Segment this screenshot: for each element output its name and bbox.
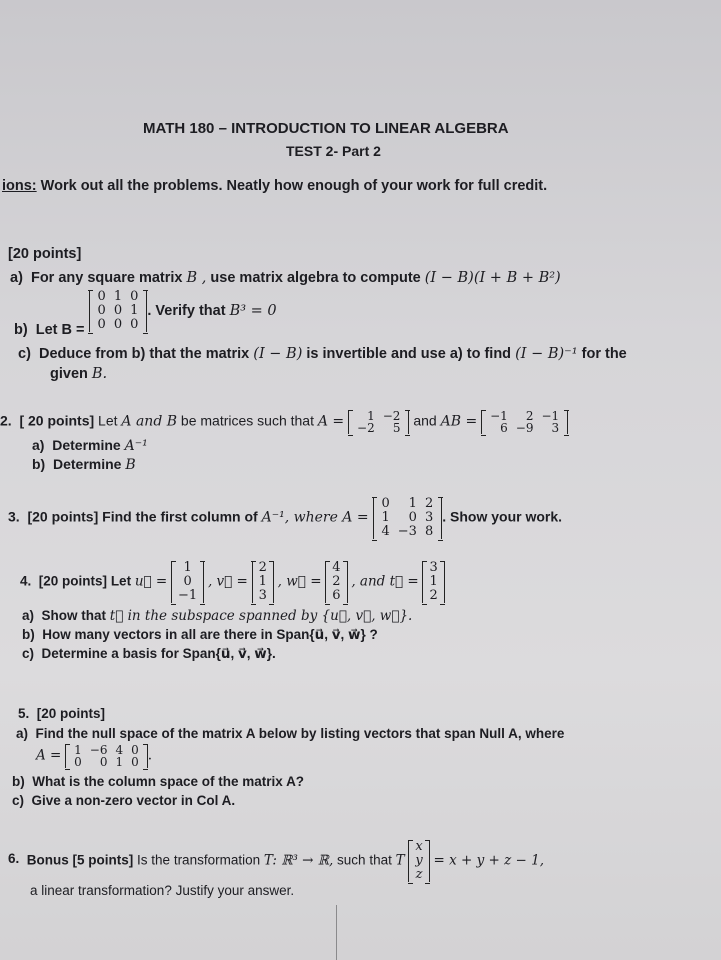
p1c-label: c) xyxy=(18,346,31,362)
matrix-row xyxy=(330,575,342,589)
matrix-row xyxy=(176,561,199,575)
instructions xyxy=(2,178,547,194)
p6-text: Is the transformation xyxy=(137,852,261,868)
p2b-expr: B xyxy=(125,457,136,473)
p5-A-eq: A = xyxy=(36,747,62,764)
matrix-entry: 8 xyxy=(424,524,434,539)
matrix-entry: 0 xyxy=(97,303,106,318)
matrix-row xyxy=(257,561,269,575)
p1b-expr: B³ = 0 xyxy=(229,302,277,319)
matrix-row xyxy=(70,756,143,768)
matrix-entry: 1 xyxy=(258,574,267,589)
p1a-text: For any square matrix xyxy=(30,270,183,286)
matrix-entry: z xyxy=(415,867,423,882)
matrix-entry: −2 xyxy=(382,409,401,423)
matrix-row xyxy=(94,290,143,304)
p2a-text: Determine xyxy=(52,437,121,453)
p2a-label: a) xyxy=(32,437,45,453)
matrix-entry: 2 xyxy=(525,409,534,423)
p1c-given: given xyxy=(50,366,88,382)
matrix-entry: 0 xyxy=(97,289,106,304)
p6-text2: such that xyxy=(337,852,392,868)
matrix-entry: −1 xyxy=(490,409,508,423)
p4b-text: How many vectors in all are there in Span{u⃗, v⃗, w⃗} ? xyxy=(42,627,378,642)
matrix-row xyxy=(413,854,424,868)
p5c-text: Give a non-zero vector in Col A. xyxy=(31,793,236,808)
p1b-text2: . Verify that xyxy=(147,302,226,319)
matrix-entry: 0 xyxy=(113,303,123,318)
p2-AB-eq: AB = xyxy=(440,413,478,430)
p5b-label: b) xyxy=(12,774,25,789)
p2-num: 2. xyxy=(0,412,12,429)
p4-t-eq: , and t⃗ = xyxy=(351,573,419,590)
matrix-row xyxy=(257,589,269,603)
matrix-row xyxy=(176,575,199,589)
matrix-row xyxy=(378,497,438,511)
p1a-B: B , xyxy=(186,270,207,286)
matrix-entry: 2 xyxy=(424,496,434,511)
p6-line2: a linear transformation? Justify your answer. xyxy=(30,883,295,898)
matrix-row xyxy=(94,318,143,332)
matrix-entry: 1 xyxy=(381,510,390,525)
matrix-entry: 2 xyxy=(332,574,341,589)
p2b-text: Determine xyxy=(53,456,122,472)
p4a-text: Show that xyxy=(41,608,107,623)
matrix-row xyxy=(330,589,342,603)
matrix-entry: −6 xyxy=(89,743,108,757)
p5-matrix xyxy=(65,744,148,768)
p5-matrix-row xyxy=(36,744,152,768)
matrix-entry: 1 xyxy=(367,409,375,423)
p4b xyxy=(22,627,378,643)
p2b xyxy=(32,456,136,473)
matrix-entry: 3 xyxy=(551,421,560,435)
p4-num: 4. xyxy=(20,573,32,589)
p1c-expr2: (I − B)⁻¹ xyxy=(515,346,578,362)
matrix-entry: x xyxy=(415,839,423,854)
matrix-entry: −2 xyxy=(357,421,375,435)
p6-num: 6. xyxy=(8,850,20,866)
matrix-entry: 0 xyxy=(97,317,106,332)
matrix-entry: 1 xyxy=(74,743,82,757)
matrix-entry: 4 xyxy=(381,524,390,539)
matrix-row xyxy=(378,511,438,525)
p4-t-vector xyxy=(422,561,444,603)
p1a-text2: use matrix algebra to compute xyxy=(210,270,421,286)
p4a-expr: t⃗ in the subspace spanned by {u⃗, v⃗, w⃗}. xyxy=(109,608,413,624)
p4b-label: b) xyxy=(22,627,35,642)
p1c xyxy=(18,346,627,362)
p5-points: [20 points] xyxy=(36,706,106,721)
matrix-entry: 0 xyxy=(113,317,123,332)
p6-expr: T: ℝ³ → ℝ, xyxy=(263,852,334,869)
matrix-entry: −3 xyxy=(397,524,417,539)
p2-AB-matrix xyxy=(481,410,568,434)
matrix-entry: 1 xyxy=(130,303,139,318)
p4 xyxy=(20,561,445,603)
matrix-entry: 1 xyxy=(113,289,123,304)
matrix-row xyxy=(427,589,439,603)
matrix-row xyxy=(330,561,342,575)
matrix-entry: −1 xyxy=(541,409,560,423)
matrix-row xyxy=(353,422,404,434)
matrix-entry: 3 xyxy=(424,510,434,525)
p1c-text: Deduce from b) that the matrix xyxy=(38,346,250,362)
matrix-entry: 3 xyxy=(258,588,267,603)
matrix-entry: 5 xyxy=(392,421,401,435)
matrix-row xyxy=(94,304,143,318)
p5c-label: c) xyxy=(12,793,25,808)
matrix-row xyxy=(176,589,199,603)
p2a xyxy=(32,437,148,454)
p5b-text: What is the column space of the matrix A? xyxy=(32,774,305,789)
matrix-entry: 1 xyxy=(429,574,438,589)
matrix-entry: 0 xyxy=(74,755,82,769)
matrix-entry: −1 xyxy=(178,588,198,603)
p4a xyxy=(22,608,412,624)
p1c-text3: for the xyxy=(581,346,627,362)
p4-u-eq: u⃗ = xyxy=(134,573,168,590)
p3 xyxy=(8,497,562,539)
p2-text: Let xyxy=(98,412,118,429)
matrix-entry: 1 xyxy=(183,560,192,575)
page-subtitle: TEST 2- Part 2 xyxy=(286,143,381,159)
p1c-expr1: (I − B) xyxy=(253,346,303,362)
matrix-entry: y xyxy=(415,853,423,868)
matrix-row xyxy=(413,840,424,854)
p2-A-matrix xyxy=(348,410,409,434)
p1c-line2 xyxy=(50,366,107,382)
matrix-entry: 6 xyxy=(500,421,508,435)
p4-w-eq: , w⃗ = xyxy=(277,573,322,590)
matrix-entry: 1 xyxy=(408,496,417,511)
p5-num: 5. xyxy=(18,706,30,721)
page-title: MATH 180 – INTRODUCTION TO LINEAR ALGEBRA xyxy=(143,120,509,137)
matrix-entry: 0 xyxy=(99,755,108,769)
p3-expr: A⁻¹, where A = xyxy=(261,509,369,526)
p4-points: [20 points] xyxy=(38,573,108,589)
p6-rhs: = x + y + z − 1, xyxy=(433,852,545,869)
p2-and: and xyxy=(413,412,437,429)
p2 xyxy=(0,410,568,434)
p3-points: [20 points] xyxy=(27,508,99,525)
matrix-row xyxy=(378,525,438,539)
matrix-entry: 4 xyxy=(115,743,124,757)
p2b-label: b) xyxy=(32,456,46,472)
p6-points: Bonus [5 points] xyxy=(26,852,134,868)
p4-let: Let xyxy=(110,573,132,589)
p4-v-eq: , v⃗ = xyxy=(207,573,248,590)
p5b xyxy=(12,774,304,789)
matrix-entry: 0 xyxy=(131,755,139,769)
matrix-entry: 1 xyxy=(115,755,124,769)
p1b xyxy=(14,289,277,338)
p1a-label: a) xyxy=(10,270,23,286)
p5-dot: . xyxy=(147,747,153,764)
p2-A-eq: A = xyxy=(317,413,345,430)
matrix-entry: 0 xyxy=(131,743,139,757)
p4c-label: c) xyxy=(22,646,35,661)
p4c-text: Determine a basis for Span{u⃗, v⃗, w⃗}. xyxy=(41,646,276,661)
instructions-text: Work out all the problems. Neatly how enough of your work for full credit. xyxy=(40,178,548,194)
p1b-label: b) xyxy=(14,321,28,338)
matrix-entry: 0 xyxy=(183,574,192,589)
p3-num: 3. xyxy=(8,508,20,525)
matrix-row xyxy=(413,868,424,882)
p2-expr: A and B xyxy=(121,413,178,430)
p4-u-vector xyxy=(171,561,204,603)
margin-rule-line xyxy=(336,905,337,960)
p4-v-vector xyxy=(252,561,274,603)
matrix-entry: 0 xyxy=(130,289,139,304)
matrix-entry: 0 xyxy=(408,510,417,525)
matrix-entry: 4 xyxy=(332,560,341,575)
p2a-expr: A⁻¹ xyxy=(124,438,148,454)
instructions-label: ions: xyxy=(2,178,37,194)
matrix-entry: 3 xyxy=(429,560,438,575)
p6-vector xyxy=(408,840,429,882)
matrix-row xyxy=(257,575,269,589)
matrix-entry: 2 xyxy=(429,588,438,603)
matrix-entry: 0 xyxy=(381,496,390,511)
p1a xyxy=(10,270,561,286)
p1c-B: B. xyxy=(91,366,108,382)
matrix-row xyxy=(427,575,439,589)
p5a xyxy=(16,726,564,741)
p1c-text2: is invertible and use a) to find xyxy=(306,346,512,362)
p4a-label: a) xyxy=(22,608,35,623)
p3-matrix xyxy=(373,497,443,539)
p1b-matrix xyxy=(89,290,148,332)
p4c xyxy=(22,646,276,662)
p4-w-vector xyxy=(325,561,347,603)
p1b-text: Let B = xyxy=(35,321,85,338)
p6-T: T xyxy=(395,852,405,869)
p5a-label: a) xyxy=(16,726,29,741)
matrix-entry: 6 xyxy=(332,588,341,603)
p1a-expr: (I − B)(I + B + B²) xyxy=(424,270,561,286)
p2-points: [ 20 points] xyxy=(19,412,95,429)
p6 xyxy=(8,840,544,882)
p5a-text: Find the null space of the matrix A below by listing vectors that span Null A, where xyxy=(35,726,565,741)
matrix-entry: −9 xyxy=(515,421,534,435)
p5-header xyxy=(18,706,105,721)
matrix-row xyxy=(427,561,439,575)
p1-points: [20 points] xyxy=(8,246,82,262)
matrix-entry: 2 xyxy=(258,560,267,575)
p2-text2: be matrices such that xyxy=(180,412,314,429)
p3-text: Find the first column of xyxy=(102,508,258,525)
matrix-entry: 0 xyxy=(130,317,139,332)
matrix-row xyxy=(486,422,563,434)
p3-text2: . Show your work. xyxy=(442,508,563,525)
p5c xyxy=(12,793,235,808)
